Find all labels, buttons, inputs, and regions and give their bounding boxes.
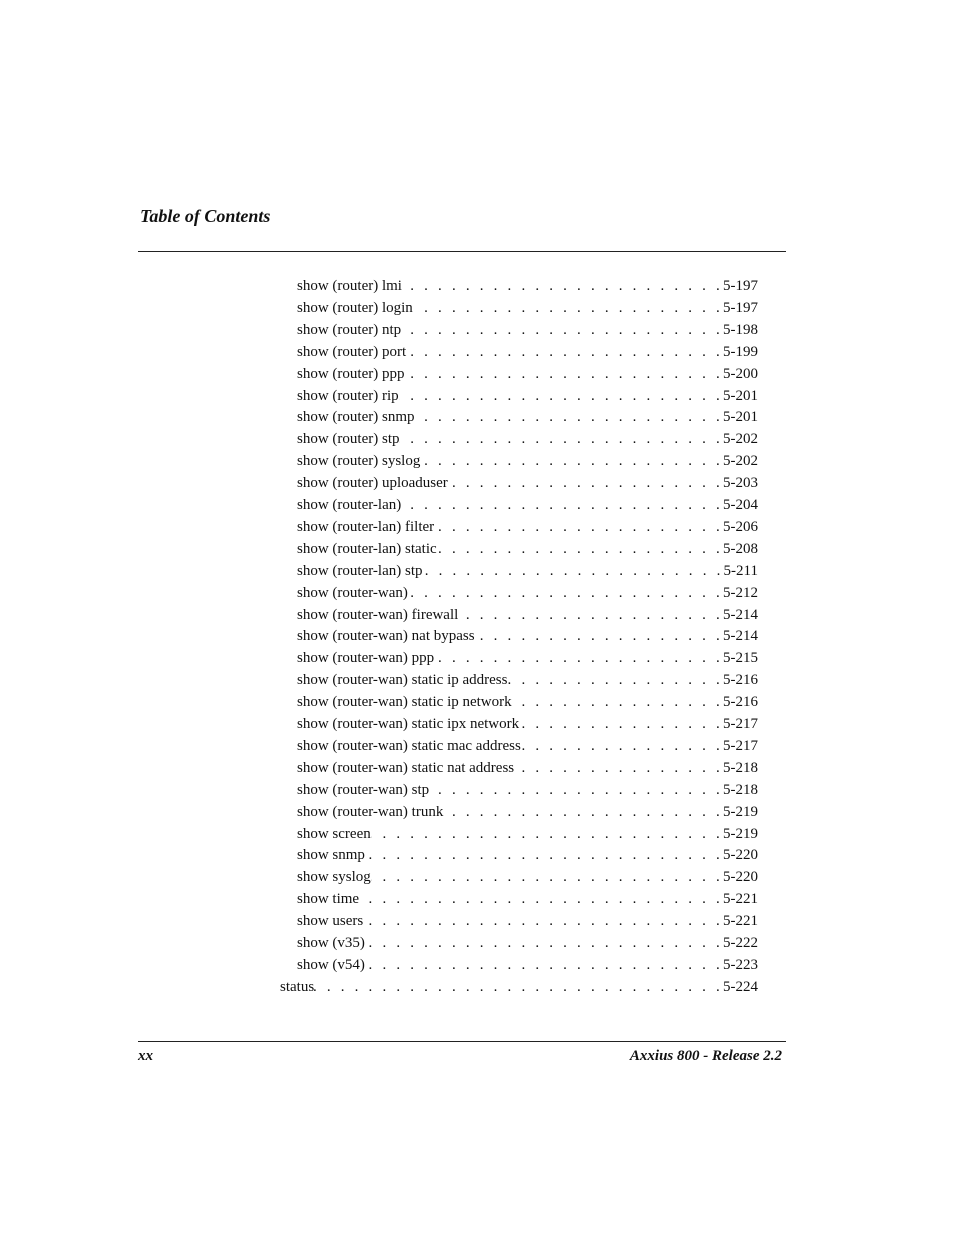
toc-entry-label: show (router-wan) stp [297, 781, 430, 798]
toc-dot-leader [519, 713, 723, 735]
toc-entry-page: 5-215 [723, 650, 758, 667]
toc-entry-label: show screen [297, 825, 371, 842]
toc-dot-leader [514, 757, 723, 779]
toc-entry-page: 5-206 [723, 518, 758, 535]
toc-entry-label: show (v35) [297, 935, 365, 951]
toc-entry-label: show (router) syslog [297, 453, 421, 470]
toc-entry[interactable] [297, 428, 758, 450]
toc-dot-leader [429, 779, 723, 801]
toc-dot-leader [314, 976, 723, 998]
toc-dot-leader [401, 319, 723, 341]
toc-entry[interactable] [297, 494, 758, 516]
toc-entry-label: show (router-wan) static mac address [297, 737, 521, 754]
toc-entry[interactable] [297, 319, 758, 341]
toc-entry[interactable] [297, 406, 758, 428]
toc-entry[interactable] [297, 472, 758, 494]
toc-dot-leader [521, 735, 723, 757]
toc-entry[interactable] [297, 801, 758, 823]
toc-entry[interactable] [297, 757, 758, 779]
toc-dot-leader [420, 450, 723, 472]
footer-page-number: xx [138, 1048, 153, 1064]
toc-entry-page: 5-201 [723, 409, 758, 426]
toc-entry-label: show (router-lan) stp [297, 562, 423, 579]
toc-entry-page: 5-203 [723, 475, 758, 492]
toc-dot-leader [437, 538, 723, 560]
toc-entry-page: 5-202 [723, 453, 758, 470]
toc-dot-leader [408, 582, 723, 604]
toc-entry[interactable] [297, 844, 758, 866]
toc-entry-page: 5-219 [723, 803, 758, 820]
toc-entry-page: 5-219 [723, 825, 758, 842]
toc-entry[interactable] [297, 779, 758, 801]
toc-entry[interactable] [297, 954, 758, 976]
toc-dot-leader [363, 910, 723, 932]
toc-dot-leader [401, 494, 723, 516]
toc-entry-page: 5-201 [723, 387, 758, 404]
toc-entry-label: show (router-wan) nat bypass [297, 628, 475, 645]
toc-entry[interactable] [297, 669, 758, 691]
toc-entry-label: show (router-wan) static ipx network [297, 716, 520, 732]
toc-entry-page: 5-211 [723, 562, 758, 579]
toc-dot-leader [414, 406, 723, 428]
toc-entry[interactable] [297, 823, 758, 845]
toc-entry-label: show (router-wan) trunk [297, 803, 444, 820]
toc-entry-label: show (router-wan) ppp [297, 650, 435, 667]
toc-entry[interactable] [297, 582, 758, 604]
toc-dot-leader [475, 625, 723, 647]
toc-dot-leader [413, 297, 723, 319]
toc-entry-label: show (router-lan) [297, 497, 402, 513]
toc-dot-leader [458, 604, 723, 626]
toc-entry-page: 5-218 [723, 781, 758, 798]
toc-entry[interactable] [297, 735, 758, 757]
toc-entry[interactable] [297, 910, 758, 932]
toc-dot-leader [434, 516, 723, 538]
toc-entry[interactable] [280, 976, 758, 998]
toc-dot-leader [359, 888, 723, 910]
toc-entry-page: 5-198 [723, 321, 758, 338]
toc-entry-page: 5-216 [723, 694, 758, 711]
toc-entry-page: 5-216 [723, 672, 758, 689]
toc-dot-leader [443, 801, 723, 823]
toc-entry[interactable] [297, 604, 758, 626]
toc-entry-page: 5-197 [723, 299, 758, 316]
toc-entry[interactable] [297, 647, 758, 669]
toc-dot-leader [402, 275, 723, 297]
toc-entry[interactable] [297, 385, 758, 407]
toc-entry-page: 5-214 [723, 606, 758, 623]
toc-entry[interactable] [297, 932, 758, 954]
toc-entry-label: show (router) uploaduser [297, 475, 448, 492]
toc-entry[interactable] [297, 625, 758, 647]
header-rule [138, 251, 786, 252]
toc-entry-page: 5-218 [723, 759, 758, 776]
toc-entry-label: show (router) stp [297, 431, 400, 448]
toc-dot-leader [512, 691, 723, 713]
toc-entry-page: 5-223 [723, 956, 758, 973]
toc-entry-label: show (router) rip [297, 387, 399, 404]
toc-entry-page: 5-224 [723, 978, 758, 995]
toc-entry-page: 5-221 [723, 913, 758, 930]
footer-document-title: Axxius 800 - Release 2.2 [629, 1048, 782, 1064]
toc-entry-page: 5-212 [723, 584, 758, 601]
toc-dot-leader [371, 866, 723, 888]
toc-dot-leader [406, 341, 723, 363]
toc-entry[interactable] [297, 341, 758, 363]
toc-dot-leader [365, 844, 723, 866]
toc-entry-label: show (router) snmp [297, 409, 415, 426]
toc-entry[interactable] [297, 275, 758, 297]
toc-entry-label: show (router-wan) static ip network [297, 694, 512, 711]
toc-entry[interactable] [297, 866, 758, 888]
toc-entry-page: 5-208 [723, 540, 758, 557]
toc-dot-leader [371, 823, 723, 845]
toc-dot-leader [423, 560, 724, 582]
toc-entry-page: 5-204 [723, 497, 758, 513]
toc-entry-label: show (router-wan) firewall [297, 606, 459, 623]
toc-entry-page: 5-199 [723, 343, 758, 360]
toc-entry[interactable] [297, 560, 758, 582]
toc-entry-page: 5-220 [723, 869, 758, 886]
toc-dot-leader [404, 363, 723, 385]
toc-entry[interactable] [297, 538, 758, 560]
toc-entry-label: show (router-wan) [297, 584, 408, 601]
toc-entry-page: 5-202 [723, 431, 758, 448]
toc-entry-page: 5-217 [723, 716, 758, 732]
toc-entry-label: show (router-wan) static nat address [297, 759, 515, 776]
toc-entry-label: status [280, 978, 315, 995]
toc-entry-label: show (router-lan) static [297, 540, 437, 557]
toc-dot-leader [399, 428, 723, 450]
toc-entry-label: show (router) port [297, 343, 407, 360]
toc-entry-page: 5-214 [723, 628, 758, 645]
toc-entry-page: 5-221 [723, 891, 758, 908]
toc-entry-page: 5-217 [723, 737, 758, 754]
toc-dot-leader [365, 932, 723, 954]
toc-entry-label: show (router) ppp [297, 365, 405, 382]
toc-entry-label: show snmp [297, 847, 365, 864]
toc-entry[interactable] [297, 713, 758, 735]
toc-entry[interactable] [297, 450, 758, 472]
toc-entry-label: show syslog [297, 869, 371, 886]
toc-dot-leader [448, 472, 723, 494]
toc-dot-leader [434, 647, 723, 669]
toc-entry-label: show (router) lmi [297, 278, 402, 294]
toc-dot-leader [507, 669, 723, 691]
toc-entry[interactable] [297, 363, 758, 385]
toc-entry-label: show time [297, 891, 360, 908]
toc-dot-leader [399, 385, 723, 407]
footer-rule [138, 1041, 786, 1042]
page-header-title: Table of Contents [140, 206, 271, 226]
toc-entry-page: 5-220 [723, 847, 758, 864]
toc-entry-page: 5-222 [723, 935, 758, 951]
toc-entry[interactable] [297, 691, 758, 713]
toc-dot-leader [365, 954, 723, 976]
toc-entry-label: show (router) login [297, 299, 413, 316]
toc-entry-label: show (v54) [297, 956, 365, 973]
toc-entry-label: show (router) ntp [297, 321, 402, 338]
toc-entry[interactable] [297, 516, 758, 538]
toc-entry[interactable] [297, 297, 758, 319]
toc-entry-label: show (router-lan) filter [297, 518, 435, 535]
toc-entry-label: show users [297, 913, 364, 930]
toc-entry-page: 5-197 [723, 278, 758, 294]
toc-entry[interactable] [297, 888, 758, 910]
toc-entry-label: show (router-wan) static ip address [297, 672, 508, 689]
toc-entry-page: 5-200 [723, 365, 758, 382]
